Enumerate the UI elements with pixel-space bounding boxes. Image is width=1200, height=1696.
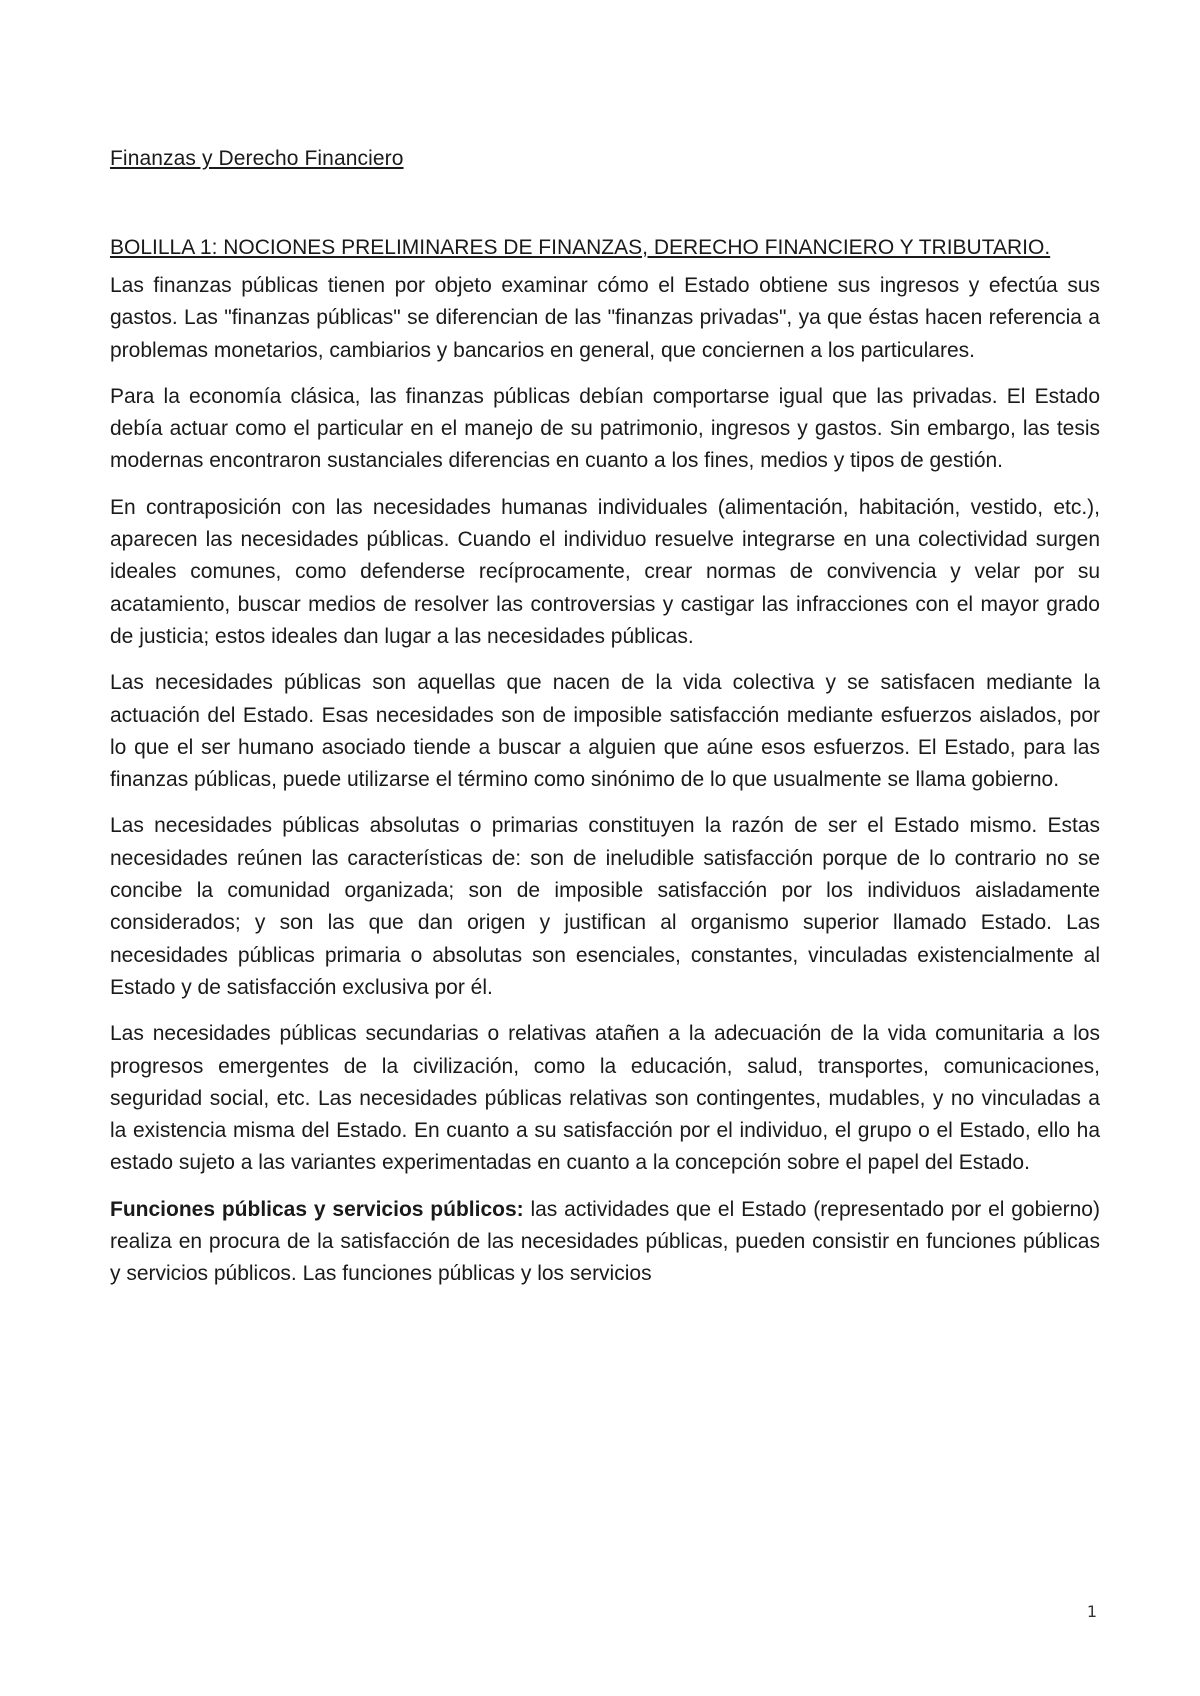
paragraph-7-lead: Funciones públicas y servicios públicos: [110,1197,524,1221]
page-number: 1 [1086,1602,1097,1621]
paragraph-1: Las finanzas públicas tienen por objeto examinar cómo el Estado obtiene sus ingresos y efectúa sus gastos. Las "finanzas públicas" se diferencian de las "finanzas privadas", ya que éstas hacen referencia a problemas monetarios, cambiarios y bancarios en general, que conciernen a los particulares. [110,274,1100,362]
paragraph-4: Las necesidades públicas son aquellas que nacen de la vida colectiva y se satisfacen mediante la actuación del Estado. Esas necesidades son de imposible satisfacción mediante esfuerzos aislados, por lo que el ser humano asociado tiende a buscar a alguien que aúne esos esfuerzos. El Estado, para las finanzas públicas, puede utilizarse el término como sinónimo de lo que usualmente se llama gobierno. [110,671,1100,792]
section-heading: BOLILLA 1: NOCIONES PRELIMINARES DE FINANZAS, DERECHO FINANCIERO Y TRIBUTARIO. [110,236,1051,259]
paragraph-7 [110,1194,1100,1291]
paragraph-6: Las necesidades públicas secundarias o relativas atañen a la adecuación de la vida comunitaria a los progresos emergentes de la civilización, como la educación, salud, transportes, comunicaciones, seguridad social, etc. Las necesidades públicas relativas son contingentes, mudables, y no vinculadas a la existencia misma del Estado. En cuanto a su satisfacción por el individuo, el grupo o el Estado, ello ha estado sujeto a las variantes experimentadas en cuanto a la concepción sobre el papel del Estado. [110,1022,1100,1175]
paragraph-5: Las necesidades públicas absolutas o primarias constituyen la razón de ser el Estado mismo. Estas necesidades reúnen las características de: son de ineludible satisfacción porque de lo contrario no se concibe la comunidad organizada; son de imposible satisfacción por los individuos aisladamente considerados; y son las que dan origen y justifican al organismo superior llamado Estado. Las necesidades públicas primaria o absolutas son esenciales, constantes, vinculadas existencialmente al Estado y de satisfacción exclusiva por él. [110,814,1100,999]
paragraph-2: Para la economía clásica, las finanzas públicas debían comportarse igual que las privadas. El Estado debía actuar como el particular en el manejo de su patrimonio, ingresos y gastos. Sin embargo, las tesis modernas encontraron sustanciales diferencias en cuanto a los fines, medios y tipos de gestión. [110,384,1100,473]
document-body [110,144,1100,1305]
paragraph-7-text: las actividades que el Estado (representado por el gobierno) realiza en procura de la satisfacción de las necesidades públicas, pueden consistir en funciones públicas y servicios públicos. Las funciones públicas y los servicios [110,1197,1100,1286]
paragraph-3: En contraposición con las necesidades humanas individuales (alimentación, habitación, vestido, etc.), aparecen las necesidades públicas. Cuando el individuo resuelve integrarse en una colectividad surgen ideales comunes, como defenderse recíprocamente, crear normas de convivencia y velar por su acatamiento, buscar medios de resolver las controversias y castigar las infracciones con el mayor grado de justicia; estos ideales dan lugar a las necesidades públicas. [110,495,1100,648]
document-title: Finanzas y Derecho Financiero [110,147,404,170]
